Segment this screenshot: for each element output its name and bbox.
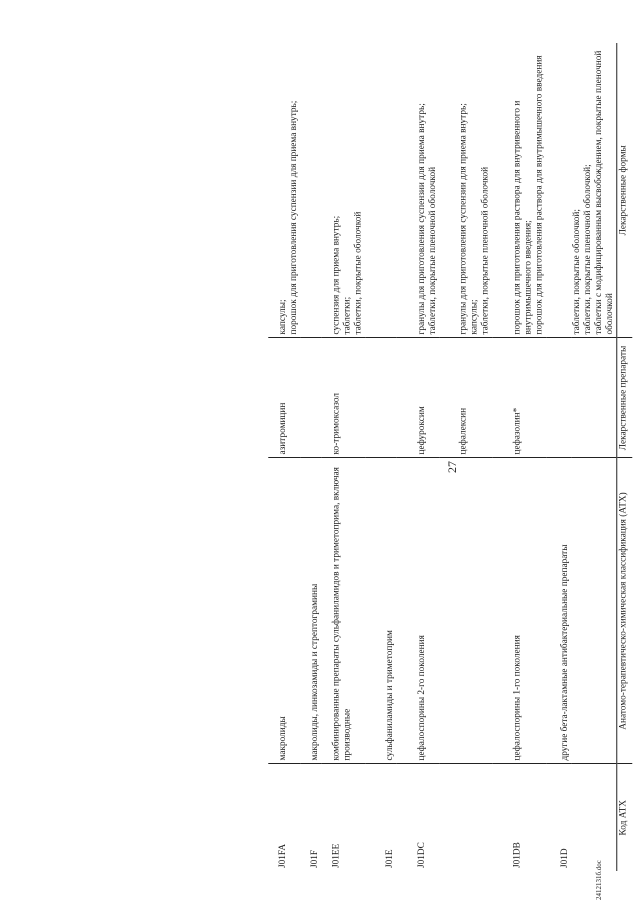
atx-classification: цефалоспорины 2-го поколения bbox=[396, 458, 438, 764]
dosage-forms bbox=[546, 43, 571, 338]
table-row bbox=[322, 43, 366, 871]
dosage-forms bbox=[396, 43, 438, 338]
drug-name: ко-тримоксазол bbox=[322, 338, 366, 458]
atx-table bbox=[268, 43, 632, 871]
dosage-form-item: таблетки; bbox=[342, 296, 353, 335]
dosage-forms bbox=[268, 43, 300, 338]
dosage-form-item: таблетки, покрытые оболочкой; bbox=[571, 209, 582, 335]
table-row bbox=[571, 43, 616, 871]
dosage-forms bbox=[300, 43, 321, 338]
drug-name bbox=[365, 338, 396, 458]
header-classification: Анатомо-терапевтическо-химическая классификация (АТХ) bbox=[617, 458, 633, 764]
dosage-form-item: таблетки, покрытые оболочкой bbox=[354, 211, 365, 335]
atx-classification: цефалоспорины 1-го поколения bbox=[492, 458, 546, 764]
dosage-form-item: гранулы для приготовления суспензии для приема внутрь; bbox=[458, 103, 469, 335]
atx-code: J01D bbox=[560, 848, 571, 868]
atx-classification bbox=[571, 458, 616, 764]
drug-name: цефуроксим bbox=[396, 338, 438, 458]
dosage-form-item: суспензия для приема внутрь; bbox=[331, 215, 342, 335]
drug-name bbox=[546, 338, 571, 458]
atx-classification bbox=[439, 458, 493, 764]
dosage-form-item: порошок для приготовления раствора для внутримышечного введения bbox=[534, 55, 545, 335]
drug-name: азитромицин bbox=[268, 338, 300, 458]
table-row bbox=[439, 43, 493, 871]
table-row bbox=[492, 43, 546, 871]
dosage-form-item: таблетки, покрытые пленочной оболочкой bbox=[427, 166, 438, 335]
dosage-forms bbox=[439, 43, 493, 338]
dosage-form-item: капсулы; bbox=[278, 299, 288, 335]
dosage-form-item: порошок для приготовления суспензии для приема внутрь; bbox=[289, 100, 300, 335]
page-number: 27 bbox=[445, 461, 459, 473]
table-header-row bbox=[617, 43, 633, 871]
atx-code: J01DC bbox=[416, 842, 427, 868]
header-drugs: Лекарственные препараты bbox=[617, 338, 633, 458]
table-row bbox=[546, 43, 571, 871]
atx-code bbox=[439, 764, 493, 871]
document-reference: 2412131б.doc bbox=[595, 860, 603, 900]
dosage-form-item: таблетки с модифицированным высвобождением, покрытые пленочной оболочкой bbox=[594, 50, 616, 335]
header-forms: Лекарственные формы bbox=[617, 43, 633, 338]
drug-name bbox=[571, 338, 616, 458]
dosage-forms bbox=[322, 43, 366, 338]
dosage-forms bbox=[492, 43, 546, 338]
table-body bbox=[268, 43, 617, 871]
atx-code: J01F bbox=[310, 849, 321, 868]
atx-code: J01E bbox=[385, 849, 396, 868]
atx-classification: сульфаниламиды и триметоприм bbox=[365, 458, 396, 764]
table-row bbox=[365, 43, 396, 871]
atx-classification: макролиды bbox=[268, 458, 300, 764]
dosage-form-item: порошок для приготовления раствора для внутривенного и внутримышечного введения; bbox=[512, 100, 534, 335]
atx-code bbox=[571, 764, 616, 871]
atx-classification: комбинированные препараты сульфаниламидов и триметоприма, включая производные bbox=[322, 458, 366, 764]
dosage-form-item: таблетки, покрытые пленочной оболочкой; bbox=[582, 164, 593, 335]
dosage-forms bbox=[365, 43, 396, 338]
atx-code: J01DB bbox=[512, 842, 523, 868]
table-row bbox=[300, 43, 321, 871]
atx-classification: макролиды, линкозамиды и стрептограмины bbox=[300, 458, 321, 764]
table-row bbox=[268, 43, 300, 871]
drug-name: цефазолин* bbox=[492, 338, 546, 458]
atx-code: J01FA bbox=[278, 843, 288, 868]
dosage-form-item: капсулы; bbox=[470, 299, 481, 335]
drug-name bbox=[300, 338, 321, 458]
dosage-forms bbox=[571, 43, 616, 338]
header-code: Код АТХ bbox=[617, 764, 633, 871]
table-row bbox=[396, 43, 438, 871]
atx-code: J01EE bbox=[331, 843, 342, 868]
dosage-form-item: гранулы для приготовления суспензии для приема внутрь; bbox=[416, 103, 427, 335]
atx-classification: другие бета-лактамные антибактериальные препараты bbox=[546, 458, 571, 764]
drug-name: цефалексин bbox=[439, 338, 493, 458]
dosage-form-item: таблетки, покрытые пленочной оболочкой bbox=[481, 166, 492, 335]
